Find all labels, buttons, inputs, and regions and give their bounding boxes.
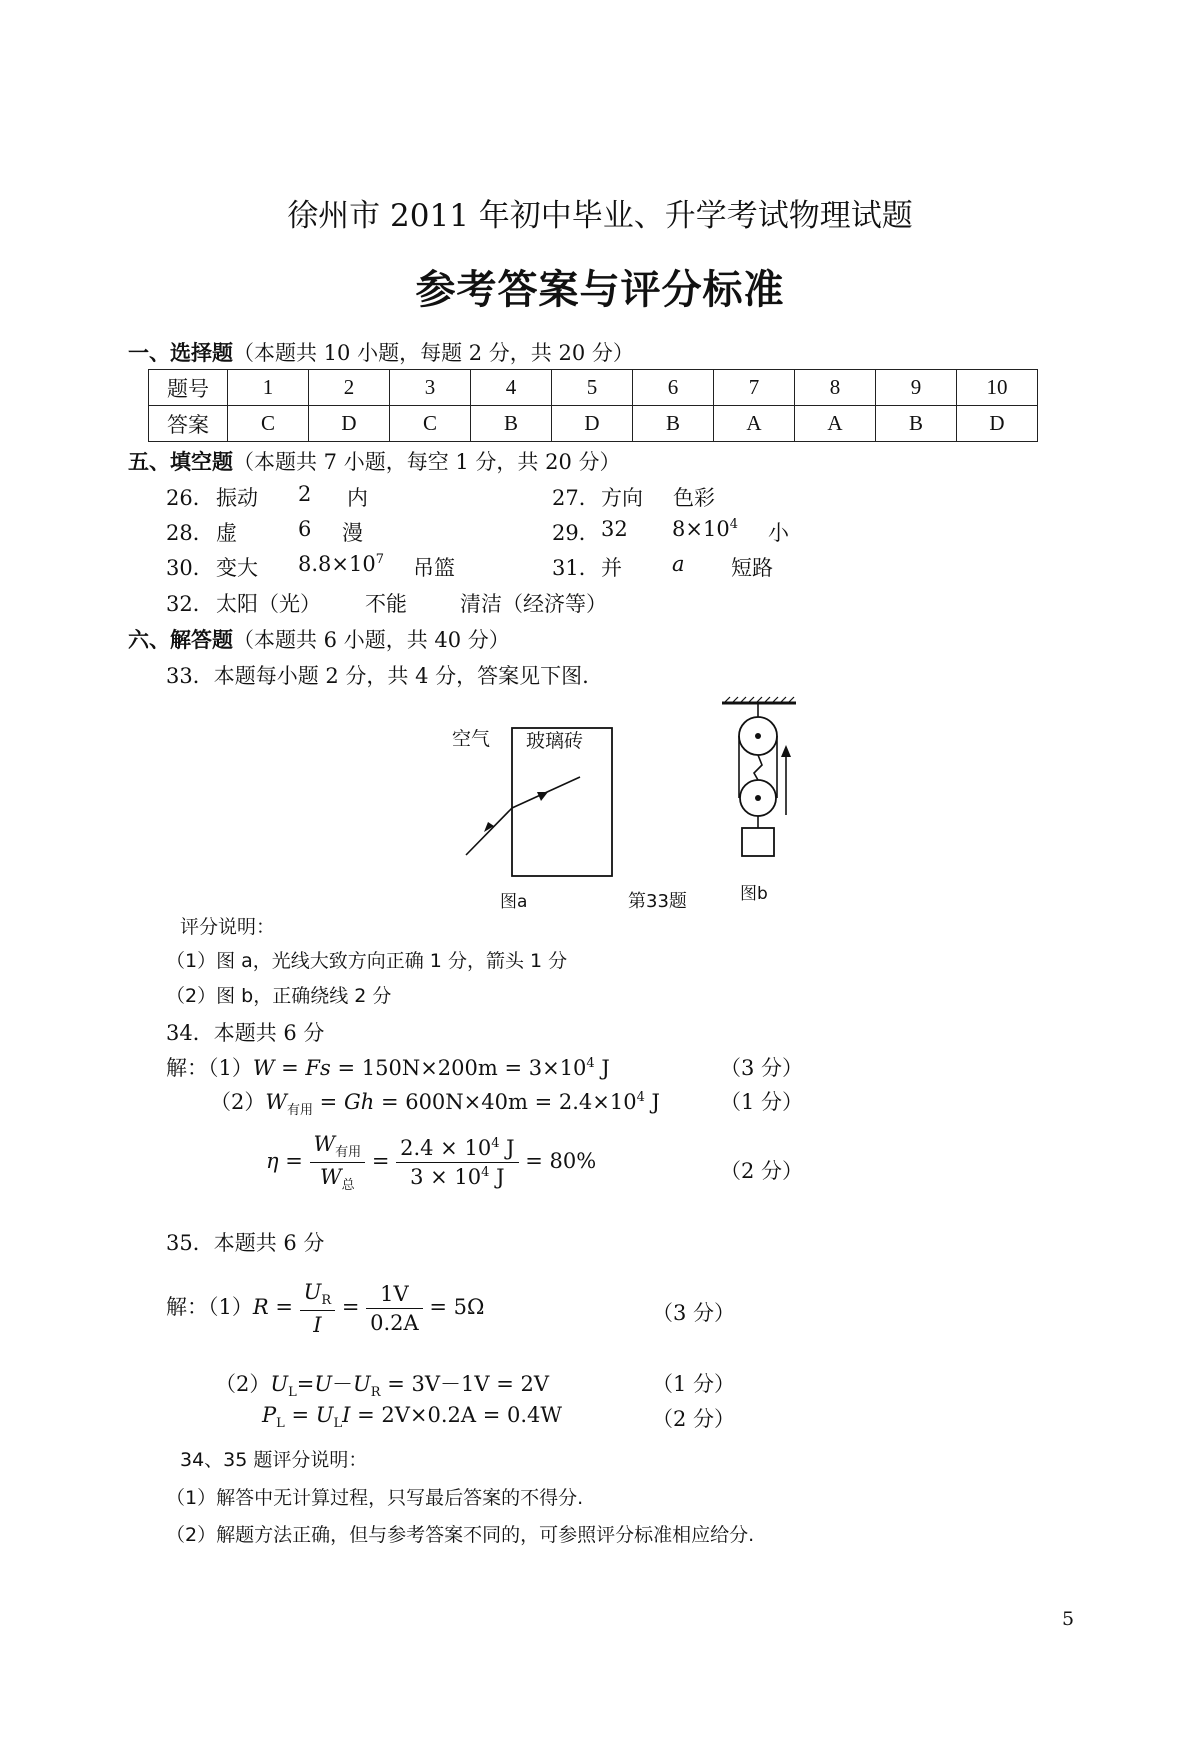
row-label-question: 题号 <box>149 370 228 406</box>
section-1-note: （本题共 10 小题，每题 2 分，共 20 分） <box>233 341 634 365</box>
section-1-title: 一、选择题 <box>128 341 233 365</box>
r-sub: R <box>321 1293 332 1309</box>
question-number: 8 <box>795 370 876 406</box>
q34-text: 34．本题共 6 分 <box>166 1021 325 1045</box>
r-den: 0.2A <box>370 1311 419 1336</box>
q30-answer-3: 吊篮 <box>413 556 455 580</box>
q35-text: 35．本题共 6 分 <box>166 1231 325 1255</box>
eff-result: = 80% <box>525 1149 597 1174</box>
r-result: = 5Ω <box>429 1295 485 1320</box>
q33-scoring-title: 评分说明： <box>180 916 276 938</box>
q32-answer-2: 不能 <box>365 592 407 616</box>
q31-answer-3: 短路 <box>731 556 773 580</box>
movable-pulley-axle <box>755 795 761 801</box>
q26-answer-2: 2 <box>298 482 312 506</box>
answer-cell: D <box>552 406 633 442</box>
q26-answer-3: 内 <box>347 486 368 510</box>
row-label-answer: 答案 <box>149 406 228 442</box>
section-5-heading <box>128 446 621 476</box>
q34-step1-unit: J <box>594 1056 610 1080</box>
fig-a-caption: 图a <box>500 892 528 912</box>
question-number: 9 <box>876 370 957 406</box>
incident-ray <box>466 808 512 855</box>
q35-step3-score: （2 分） <box>652 1407 736 1431</box>
answer-cell: B <box>633 406 714 442</box>
q32-answer-3: 清洁（经济等） <box>460 592 607 616</box>
q35-step-2: $(2)U_L=U-U_R = 3V-1V = 2V$ <box>215 1372 550 1401</box>
q34-step2-expr: = 600N×40m = 2.4×10 <box>380 1090 637 1114</box>
section-5-title: 五、填空题 <box>128 450 233 474</box>
q34-step1-score: （3 分） <box>720 1056 804 1080</box>
question-number: 6 <box>633 370 714 406</box>
fig-caption: 第33题 <box>628 891 687 912</box>
q35-step1-prefix: 解：（1） <box>166 1295 253 1320</box>
question-number: 5 <box>552 370 633 406</box>
fig-a-glass-label: 玻璃砖 <box>526 730 584 752</box>
weight-block <box>742 828 774 856</box>
answer-cell: C <box>228 406 309 442</box>
fig-a-air-label: 空气 <box>452 728 491 750</box>
q27-answer-1: 方向 <box>601 486 643 510</box>
eff-sub-den: 总 <box>341 1178 355 1194</box>
q34-step2-unit: J <box>644 1090 660 1114</box>
q29-answer-3: 小 <box>768 521 789 545</box>
q34-35-scoring-1: （1）解答中无计算过程，只写最后答案的不得分. <box>166 1487 584 1509</box>
eff-den-exp: 4 <box>481 1165 490 1181</box>
q31-answer-2: a <box>672 552 685 576</box>
q35-step2-prefix: （2） <box>215 1372 271 1396</box>
q34-step2-exp: 4 <box>636 1090 645 1105</box>
q28-num: 28． <box>166 521 214 545</box>
section-5-note: （本题共 7 小题，每空 1 分，共 20 分） <box>233 450 621 474</box>
answer-table <box>148 369 1038 442</box>
q34-35-scoring-2: （2）解题方法正确，但与参考答案不同的，可参照评分标准相应给分. <box>166 1524 755 1546</box>
fig-b-caption: 图b <box>740 884 768 904</box>
answer-cell: A <box>795 406 876 442</box>
q34-step1-exp: 4 <box>586 1056 595 1071</box>
q27-answer-2: 色彩 <box>673 486 715 510</box>
question-number: 7 <box>714 370 795 406</box>
eff-num-exp: 4 <box>491 1136 500 1152</box>
q30-answer-2-exp: 7 <box>375 552 384 567</box>
answer-cell: A <box>714 406 795 442</box>
q35-step1-score: （3 分） <box>652 1301 736 1325</box>
q33-text: 33．本题每小题 2 分，共 4 分，答案见下图. <box>166 664 589 688</box>
q30-num: 30． <box>166 556 214 580</box>
q34-step2-prefix: （2） <box>210 1090 266 1114</box>
q34-step-2: $(2)W_{有用} = Gh = 600N\times 40m = 2.4\times 10^4$ J <box>210 1090 660 1119</box>
answer-cell: C <box>390 406 471 442</box>
question-number: 4 <box>471 370 552 406</box>
pull-arrow <box>781 745 791 757</box>
q35-step-3: $P_L = U_LI = 2V\times 0.2A = 0.4W$ <box>262 1403 562 1432</box>
q27-num: 27． <box>552 486 600 510</box>
answer-cell: B <box>876 406 957 442</box>
q35-step2-score: （1 分） <box>652 1372 736 1396</box>
question-number: 3 <box>390 370 471 406</box>
eff-num-unit: J <box>499 1136 515 1161</box>
q30-answer-2-base: 8.8×10 <box>298 552 376 576</box>
eff-num: 2.4 × 10 <box>400 1136 492 1161</box>
answer-cell: D <box>309 406 390 442</box>
section-6-heading <box>128 624 510 654</box>
q34-step1-prefix: 解：（1） <box>166 1056 253 1080</box>
section-6-title: 六、解答题 <box>128 628 233 652</box>
q34-step1-expr: = 150N×200m = 3×10 <box>337 1056 587 1080</box>
q26-answer-1: 振动 <box>216 486 258 510</box>
q35-step-1: 解：（1）R = $\frac{U_R}{I}$ = $\frac{1V}{0.2A}$ = 5Ω <box>166 1280 485 1338</box>
q28-answer-1: 虚 <box>216 521 237 545</box>
q32-answer-1: 太阳（光） <box>216 592 321 616</box>
q29-num: 29． <box>552 521 600 545</box>
table-row-answers <box>149 406 1038 442</box>
eff-value-fraction <box>396 1136 518 1189</box>
q31-answer-1: 并 <box>601 556 622 580</box>
eff-ratio-fraction: $\frac{W_{有用}}{W_总}$ <box>310 1132 366 1193</box>
page-title: 徐州市 2011 年初中毕业、升学考试物理试题 <box>287 198 913 234</box>
q34-step2-sub: 有用 <box>286 1103 313 1119</box>
eff-den-unit: J <box>489 1165 505 1190</box>
page-subtitle: 参考答案与评分标准 <box>415 267 785 313</box>
q32-num: 32． <box>166 592 214 616</box>
page-number: 5 <box>1062 1608 1075 1630</box>
q30-answer-1: 变大 <box>216 556 258 580</box>
r-ratio-fraction: $\frac{U_R}{I}$ <box>300 1280 336 1337</box>
q30-answer-2 <box>298 552 384 576</box>
q34-efficiency: η = $\frac{W_{有用}}{W_总}$ = $\frac{2.4 \times 10^4 J}{3 \times 10^4 J}$ = 80% <box>266 1132 597 1194</box>
r-value-fraction <box>366 1282 423 1335</box>
table-row-questions <box>149 370 1038 406</box>
section-6-note: （本题共 6 小题，共 40 分） <box>233 628 510 652</box>
section-1-heading <box>128 337 634 367</box>
fixed-pulley-axle <box>755 733 761 739</box>
q33-scoring-2: （2）图 b，正确绕线 2 分 <box>166 985 392 1007</box>
q33-scoring-1: （1）图 a，光线大致方向正确 1 分，箭头 1 分 <box>166 950 568 972</box>
q26-num: 26． <box>166 486 214 510</box>
q31-num: 31． <box>552 556 600 580</box>
q35-step3-expr: = 2V×0.2A = 0.4W <box>357 1403 562 1427</box>
r-num: 1V <box>366 1282 423 1309</box>
answer-cell: B <box>471 406 552 442</box>
q28-answer-3: 漫 <box>342 521 363 545</box>
q33-figures <box>440 695 820 925</box>
answer-cell: D <box>957 406 1038 442</box>
q29-answer-1: 32 <box>601 517 628 541</box>
q34-eff-score: （2 分） <box>720 1159 804 1183</box>
eff-sub-num: 有用 <box>335 1145 362 1161</box>
q29-answer-2-exp: 4 <box>729 517 738 532</box>
eff-den: 3 × 10 <box>410 1165 482 1190</box>
q29-answer-2-base: 8×10 <box>672 517 730 541</box>
q34-step2-score: （1 分） <box>720 1090 804 1114</box>
question-number: 1 <box>228 370 309 406</box>
question-number: 2 <box>309 370 390 406</box>
q34-step-1: 解：$(1)W = Fs = 150N\times 200m = 3\times 10^4$ J <box>166 1056 610 1080</box>
q35-step2-expr: = 3V－1V = 2V <box>387 1372 550 1396</box>
rope-middle <box>754 755 762 780</box>
q28-answer-2: 6 <box>298 517 312 541</box>
q29-answer-2 <box>672 517 738 541</box>
q34-35-scoring-title: 34、35 题评分说明： <box>180 1449 368 1471</box>
question-number: 10 <box>957 370 1038 406</box>
